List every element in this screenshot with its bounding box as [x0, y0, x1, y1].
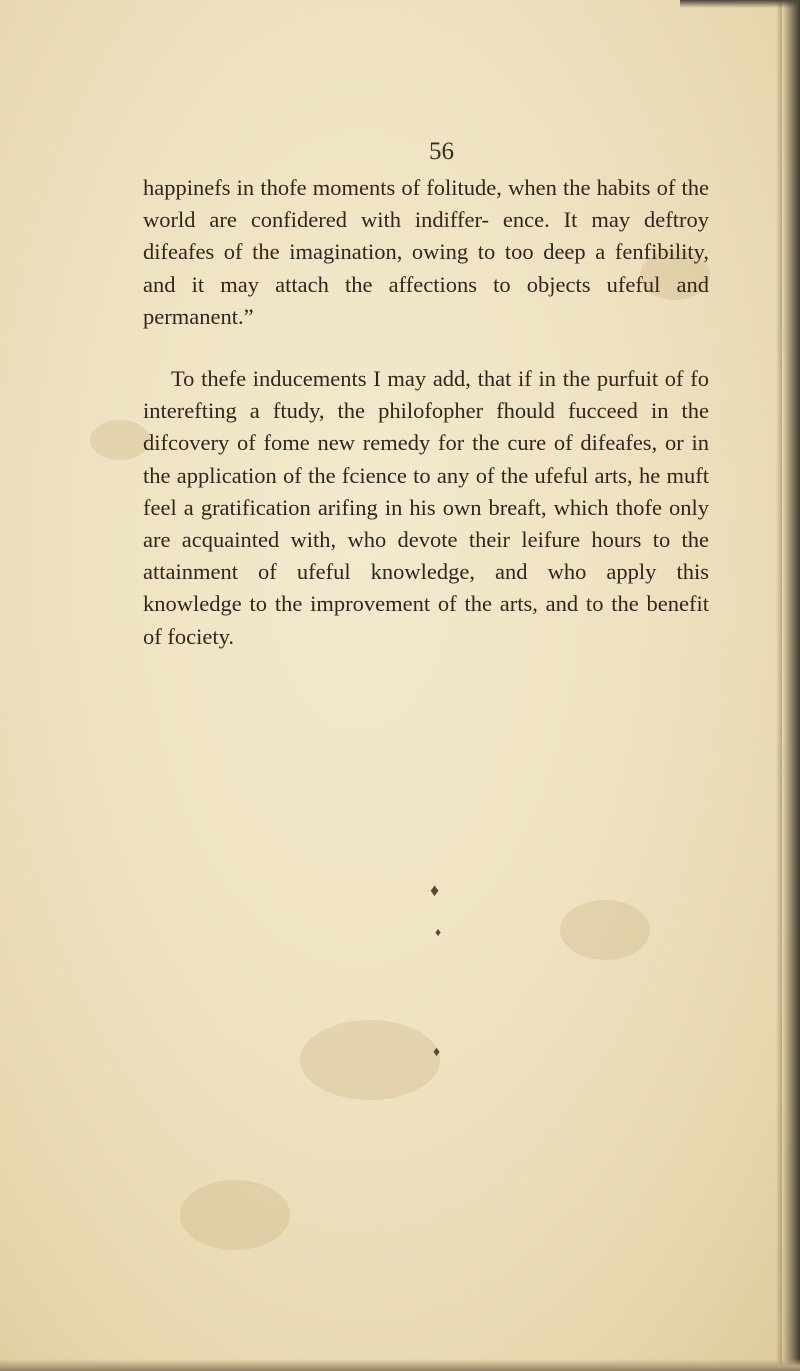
ink-speck: ♦ — [433, 1045, 441, 1060]
paragraph: To thefe inducements I may add, that if in the purfuit of fo interefting a ftudy, the philofopher fhould fucceed in the difcovery of fome new remedy for the cure of difeafes, or in the application of the fcience to any of the ufeful arts, he muft feel a gratification arifing in his own breaft, which thofe only are acquainted with, who devote their leifure hours to the attainment of ufeful knowledge, and who apply this knowledge to the improvement of the arts, and to the benefit of fociety. — [143, 366, 709, 649]
foxing-spot — [180, 1180, 290, 1250]
foxing-spot — [90, 420, 150, 460]
page-corner-shadow — [680, 0, 800, 8]
page-number: 56 — [429, 138, 454, 165]
foxing-spot — [300, 1020, 440, 1100]
body-text — [143, 172, 709, 653]
foxing-spot — [560, 900, 650, 960]
ink-speck: ♦ — [435, 925, 442, 939]
paragraph-continued: happinefs in thofe moments of folitude, when the habits of the world are confidered with indiffer- ence. It may deftroy difeafes of the imagination, owing to too deep a fenfibility, and it may attach the affections to objects ufeful and permanent.” — [143, 175, 709, 329]
ink-speck: ♦ — [430, 880, 440, 900]
page-bottom-edge — [0, 1359, 800, 1371]
page-edge — [782, 0, 800, 1371]
